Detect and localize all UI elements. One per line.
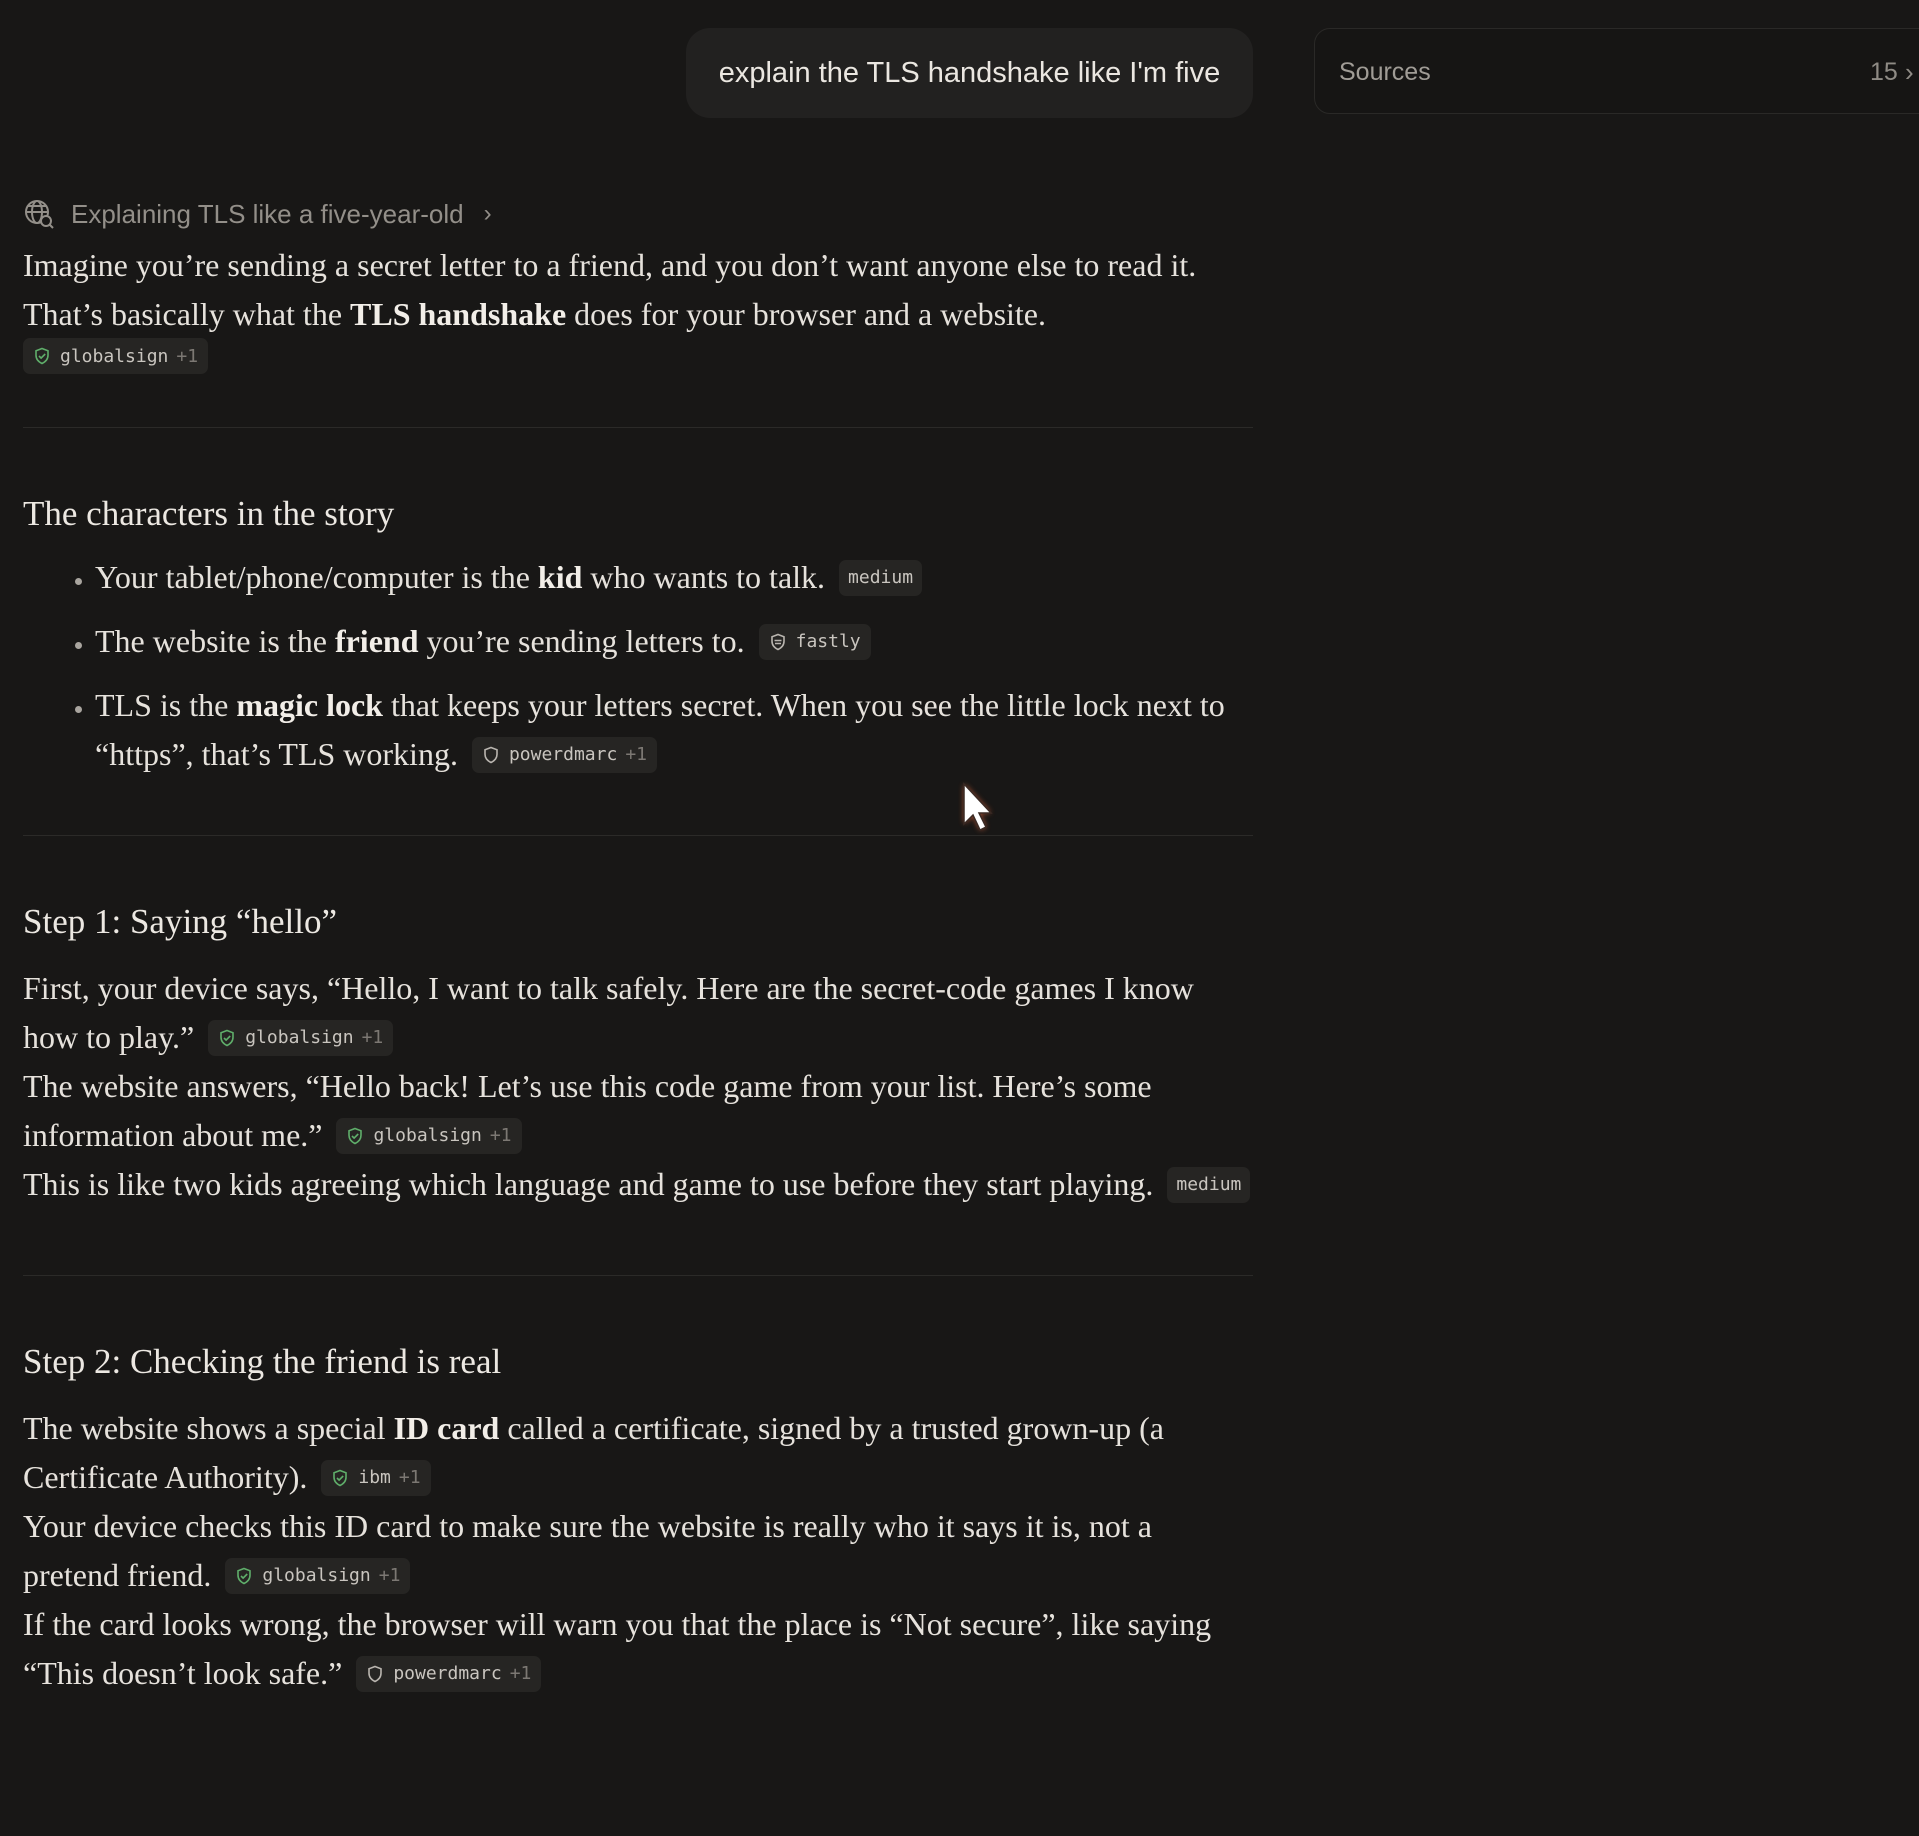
- sources-panel[interactable]: [1314, 28, 1919, 114]
- paragraph: Your device checks this ID card to make sure the website is really who it says it is, not a pretend friend. globalsign +1: [23, 1502, 1253, 1600]
- citation-chip[interactable]: [759, 624, 871, 660]
- citation-source: ibm: [358, 1467, 391, 1489]
- step2-body: [23, 1404, 1253, 1698]
- citation-more: +1: [625, 744, 647, 766]
- sources-label: Sources: [1339, 58, 1431, 86]
- shield-icon: [482, 746, 500, 764]
- user-query-text: explain the TLS handshake like I'm five: [718, 56, 1221, 89]
- intro-paragraph: [23, 241, 1253, 377]
- globe-search-icon: [23, 198, 55, 230]
- intro-bold: TLS handshake: [350, 296, 567, 332]
- citation-source: globalsign: [60, 345, 169, 367]
- sources-count: 15: [1870, 58, 1898, 86]
- answer-content: [23, 190, 1253, 1698]
- section-heading: Step 1: Saying “hello”: [23, 902, 337, 941]
- citation-more: +1: [361, 1027, 384, 1049]
- list-item: • Your tablet/phone/computer is the kid who wants to talk. medium: [95, 553, 1253, 602]
- paragraph: The website answers, “Hello back! Let’s use this code game from your list. Here’s some information about me.” globalsign +1: [23, 1062, 1253, 1160]
- citation-chip[interactable]: [356, 1656, 541, 1692]
- citation-source: globalsign: [245, 1027, 354, 1049]
- citation-more: +1: [509, 1663, 532, 1685]
- citation-more: +1: [378, 1565, 401, 1587]
- user-query-bubble: [686, 28, 1253, 118]
- section-heading: The characters in the story: [23, 494, 395, 533]
- reasoning-toggle[interactable]: [23, 190, 1253, 238]
- paragraph: This is like two kids agreeing which language and game to use before they start playing. medium: [23, 1160, 1253, 1209]
- citation-chip[interactable]: [225, 1558, 410, 1594]
- step1-body: [23, 964, 1253, 1209]
- citation-source: globalsign: [373, 1125, 482, 1147]
- section-divider: [23, 427, 1253, 428]
- citation-chip[interactable]: [23, 338, 208, 374]
- paragraph: First, your device says, “Hello, I want to talk safely. Here are the secret-code games I know how to play.” globalsign +1: [23, 964, 1253, 1062]
- intro-text-end: does for your browser and a website.: [566, 296, 1046, 332]
- section-divider: [23, 1275, 1253, 1276]
- shield-lines-icon: [769, 633, 787, 651]
- citation-more: +1: [489, 1125, 512, 1147]
- section-heading: Step 2: Checking the friend is real: [23, 1342, 502, 1381]
- paragraph: The website shows a special ID card called a certificate, signed by a trusted grown-up (a Certificate Authority). ibm +1: [23, 1404, 1253, 1502]
- citation-chip[interactable]: [336, 1118, 521, 1154]
- citation-more: +1: [176, 345, 199, 367]
- mouse-cursor-icon: [958, 780, 1000, 838]
- citation-source: fastly: [795, 631, 861, 653]
- shield-check-icon: [331, 1469, 349, 1487]
- paragraph: If the card looks wrong, the browser will warn you that the place is “Not secure”, like saying “This doesn’t look safe.” powerdmarc +1: [23, 1600, 1253, 1698]
- chevron-right-icon: ›: [483, 200, 492, 227]
- citation-chip[interactable]: [1167, 1167, 1250, 1203]
- chevron-right-icon[interactable]: ›: [1905, 57, 1914, 87]
- citation-more: +1: [398, 1467, 421, 1489]
- section-divider: [23, 835, 1253, 836]
- citation-chip[interactable]: [472, 737, 657, 773]
- shield-check-icon: [33, 347, 51, 365]
- citation-source: medium: [1176, 1174, 1242, 1196]
- intro-text: Imagine you’re sending a secret letter to a friend, and you don’t want anyone else to read it. That’s basically what the: [23, 247, 1197, 332]
- citation-chip[interactable]: [321, 1460, 430, 1496]
- shield-check-icon: [235, 1567, 253, 1585]
- citation-source: medium: [848, 567, 914, 589]
- shield-check-icon: [218, 1029, 236, 1047]
- citation-chip[interactable]: [208, 1020, 393, 1056]
- shield-icon: [366, 1665, 384, 1683]
- citation-source: powerdmarc: [508, 744, 618, 766]
- reasoning-label: Explaining TLS like a five-year-old: [71, 198, 464, 229]
- citation-chip[interactable]: [839, 560, 922, 596]
- citation-source: globalsign: [262, 1565, 371, 1587]
- list-item: • TLS is the magic lock that keeps your letters secret. When you see the little lock next to “https”, that’s TLS working. powerdmarc +1: [95, 681, 1253, 779]
- characters-list: [23, 553, 1253, 779]
- list-item: • The website is the friend you’re sending letters to. fastly: [95, 617, 1253, 666]
- shield-check-icon: [346, 1127, 364, 1145]
- citation-source: powerdmarc: [393, 1663, 502, 1685]
